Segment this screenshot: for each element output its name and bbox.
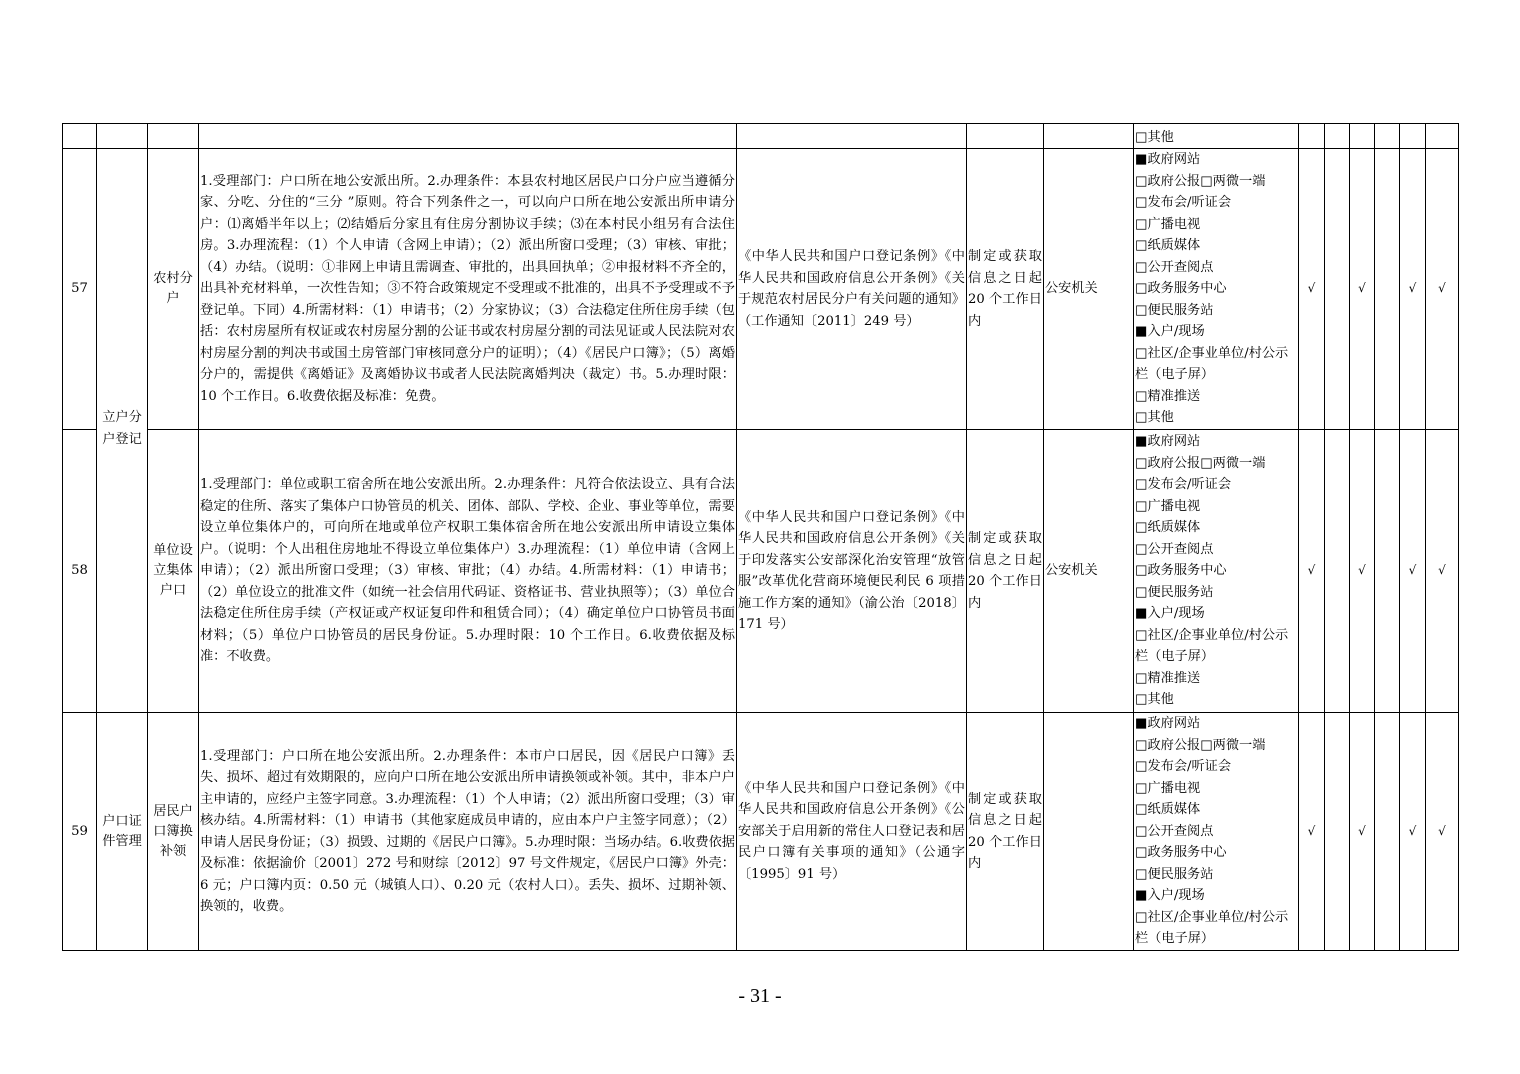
table-row-58	[63, 430, 1459, 713]
disclosure-table	[62, 123, 1459, 951]
check-cell	[1400, 124, 1426, 149]
check-mark	[1375, 713, 1400, 951]
check-cell	[1350, 124, 1375, 149]
check-mark: √	[1350, 713, 1375, 951]
channel-option: □发布会/听证会	[1135, 477, 1232, 493]
check-mark: √	[1299, 149, 1325, 430]
subject-text: 公安机关	[1044, 430, 1134, 713]
check-mark	[1325, 713, 1350, 951]
check-mark: √	[1426, 713, 1459, 951]
channel-cell	[1134, 713, 1299, 951]
check-mark: √	[1400, 149, 1426, 430]
channel-option: □精准推送	[1135, 388, 1201, 404]
channel-option: □政府公报□两微一端	[1135, 737, 1266, 753]
channel-option: □纸质媒体	[1135, 520, 1201, 536]
content-text: 1.受理部门：单位或职工宿舍所在地公安派出所。2.办理条件：凡符合依法设立、具有合法稳定的住所、落实了集体户口协管员的机关、团体、部队、学校、企业、事业等单位，需要设立单位集体户的，可向所在地或单位产权职工集体宿舍所在地公安派出所申请设立集体户。（说明：个人出租住房地址不得设立单位集体户）3.办理流程：（1）单位申请（含网上申请）；（2）派出所窗口受理；（3）审核、审批；（4）办结。4.所需材料：（1）申请书；（2）单位设立的批准文件（如统一社会信用代码证、资格证书、营业执照等）；（3）单位合法稳定住所住房手续（产权证或产权证复印件和租赁合同）；（4）确定单位户口协管员书面材料；（5）单位户口协管员的居民身份证。5.办理时限：10 个工作日。6.收费依据及标准：不收费。	[199, 430, 737, 713]
channel-option: □其他	[1135, 410, 1174, 426]
check-cell	[1375, 124, 1400, 149]
check-mark	[1325, 149, 1350, 430]
subject-cell	[1044, 124, 1134, 149]
channel-cell	[1134, 124, 1299, 149]
channel-option: ■政府网站	[1135, 716, 1201, 732]
category-name: 户口证件管理	[97, 713, 148, 951]
check-mark: √	[1426, 430, 1459, 713]
row-number: 59	[63, 713, 97, 951]
check-mark: √	[1400, 430, 1426, 713]
channel-option: □政府公报□两微一端	[1135, 455, 1266, 471]
table-row-59	[63, 713, 1459, 951]
channel-option: ■政府网站	[1135, 434, 1201, 450]
content-text: 1.受理部门：户口所在地公安派出所。2.办理条件：本县农村地区居民户口分户应当遵循分家、分吃、分住的“三分 ”原则。符合下列条件之一，可以向户口所在地公安派出所申请分户：⑴离婚半年以上；⑵结婚后分家且有住房分割协议手续；⑶在本村民小组另有合法住房。3.办理流程：（1）个人申请（含网上申请）；（2）派出所窗口受理；（3）审核、审批；（4）办结。（说明：①非网上申请且需调查、审批的，出具回执单；②申报材料不齐全的，出具补充材料单，一次性告知；③不符合政策规定不受理或不批准的，出具不予受理或不予登记单。下同）4.所需材料：（1）申请书；（2）分家协议；（3）合法稳定住所住房手续（包括：农村房屋所有权证或农村房屋分割的公证书或农村房屋分割的司法见证或人民法院对农村房屋分割的判决书或国土房管部门审核同意分户的证明）；（4）《居民户口簿》；（5）离婚分户的，需提供《离婚证》及离婚协议书或者人民法院离婚判决（裁定）书。5.办理时限：10 个工作日。6.收费依据及标准：免费。	[199, 149, 737, 430]
channel-cell	[1134, 149, 1299, 430]
table-row-continuation	[63, 124, 1459, 149]
item-name: 农村分户	[148, 149, 199, 430]
channel-option: □发布会/听证会	[1135, 759, 1232, 775]
page-number: - 31 -	[738, 985, 782, 1007]
category-cell-shared	[97, 149, 148, 713]
check-cell	[1299, 124, 1325, 149]
check-mark: √	[1299, 713, 1325, 951]
subject-text: 公安机关	[1044, 149, 1134, 430]
subject-text	[1044, 713, 1134, 951]
basis-text: 《中华人民共和国户口登记条例》《中华人民共和国政府信息公开条例》《关于规范农村居民分户有关问题的通知》（工作通知〔2011〕249 号）	[737, 149, 967, 430]
channel-option: ■入户/现场	[1135, 324, 1205, 340]
check-mark	[1375, 430, 1400, 713]
channel-option: □便民服务站	[1135, 584, 1214, 600]
check-mark: √	[1426, 149, 1459, 430]
check-mark: √	[1299, 430, 1325, 713]
channel-option: □其他	[1135, 129, 1174, 145]
basis-cell	[737, 124, 967, 149]
channel-option: □广播电视	[1135, 498, 1201, 514]
category-label-top: 立户分	[102, 410, 142, 425]
basis-text: 《中华人民共和国户口登记条例》《中华人民共和国政府信息公开条例》《公安部关于启用新的常住人口登记表和居民户口簿有关事项的通知》（公通字〔1995〕91 号）	[737, 713, 967, 951]
table-row-57	[63, 149, 1459, 430]
content-cell	[199, 124, 737, 149]
content-text: 1.受理部门：户口所在地公安派出所。2.办理条件：本市户口居民，因《居民户口簿》丢失、损坏、超过有效期限的，应向户口所在地公安派出所申请换领或补领。其中，非本户户主申请的，应经户主签字同意。3.办理流程：（1）个人申请；（2）派出所窗口受理；（3）审核办结。4.所需材料：（1）申请书（其他家庭成员申请的，应由本户户主签字同意）；（2）申请人居民身份证；（3）损毁、过期的《居民户口簿》。5.办理时限：当场办结。6.收费依据及标准：依据渝价〔2001〕272 号和财综〔2012〕97 号文件规定，《居民户口簿》外壳：6 元；户口簿内页：0.50 元（城镇人口）、0.20 元（农村人口）。丢失、损坏、过期补领、换领的，收费。	[199, 713, 737, 951]
time-cell	[967, 124, 1044, 149]
category-label-bottom: 户登记	[102, 432, 142, 447]
channel-option: □政务服务中心	[1135, 281, 1227, 297]
time-limit: 制定或获取信息之日起 20 个工作日内	[967, 430, 1044, 713]
channel-option: □精准推送	[1135, 670, 1201, 686]
channel-option: ■入户/现场	[1135, 888, 1205, 904]
time-limit: 制定或获取信息之日起 20 个工作日内	[967, 149, 1044, 430]
check-mark	[1325, 430, 1350, 713]
category-cell	[97, 124, 148, 149]
channel-option: □便民服务站	[1135, 866, 1214, 882]
check-mark: √	[1400, 713, 1426, 951]
check-cell	[1426, 124, 1459, 149]
channel-option: □公开查阅点	[1135, 541, 1214, 557]
check-cell	[1325, 124, 1350, 149]
channel-option: □政务服务中心	[1135, 845, 1227, 861]
channel-option: □其他	[1135, 692, 1174, 708]
num-cell	[63, 124, 97, 149]
channel-option: □社区/企事业单位/村公示栏（电子屏）	[1135, 909, 1289, 947]
row-number: 58	[63, 430, 97, 713]
channel-option: □公开查阅点	[1135, 823, 1214, 839]
check-mark: √	[1350, 430, 1375, 713]
basis-text: 《中华人民共和国户口登记条例》《中华人民共和国政府信息公开条例》《关于印发落实公安部深化治安管理“放管服”改革优化营商环境便民利民 6 项措施工作方案的通知》（渝公治〔2018〕171 号）	[737, 430, 967, 713]
time-limit: 制定或获取信息之日起 20 个工作日内	[967, 713, 1044, 951]
channel-option: □便民服务站	[1135, 302, 1214, 318]
channel-option: □社区/企事业单位/村公示栏（电子屏）	[1135, 345, 1289, 383]
channel-option: □广播电视	[1135, 780, 1201, 796]
channel-cell	[1134, 430, 1299, 713]
item-name: 居民户口簿换补领	[148, 713, 199, 951]
channel-option: □广播电视	[1135, 216, 1201, 232]
channel-option: □社区/企事业单位/村公示栏（电子屏）	[1135, 627, 1289, 665]
channel-option: □纸质媒体	[1135, 238, 1201, 254]
check-mark	[1375, 149, 1400, 430]
channel-option: □纸质媒体	[1135, 802, 1201, 818]
item-cell	[148, 124, 199, 149]
channel-option: □发布会/听证会	[1135, 195, 1232, 211]
channel-option: ■入户/现场	[1135, 606, 1205, 622]
channel-option: □政府公报□两微一端	[1135, 173, 1266, 189]
channel-option: □公开查阅点	[1135, 259, 1214, 275]
row-number: 57	[63, 149, 97, 430]
channel-option: ■政府网站	[1135, 152, 1201, 168]
channel-option: □政务服务中心	[1135, 563, 1227, 579]
check-mark: √	[1350, 149, 1375, 430]
item-name: 单位设立集体户口	[148, 430, 199, 713]
